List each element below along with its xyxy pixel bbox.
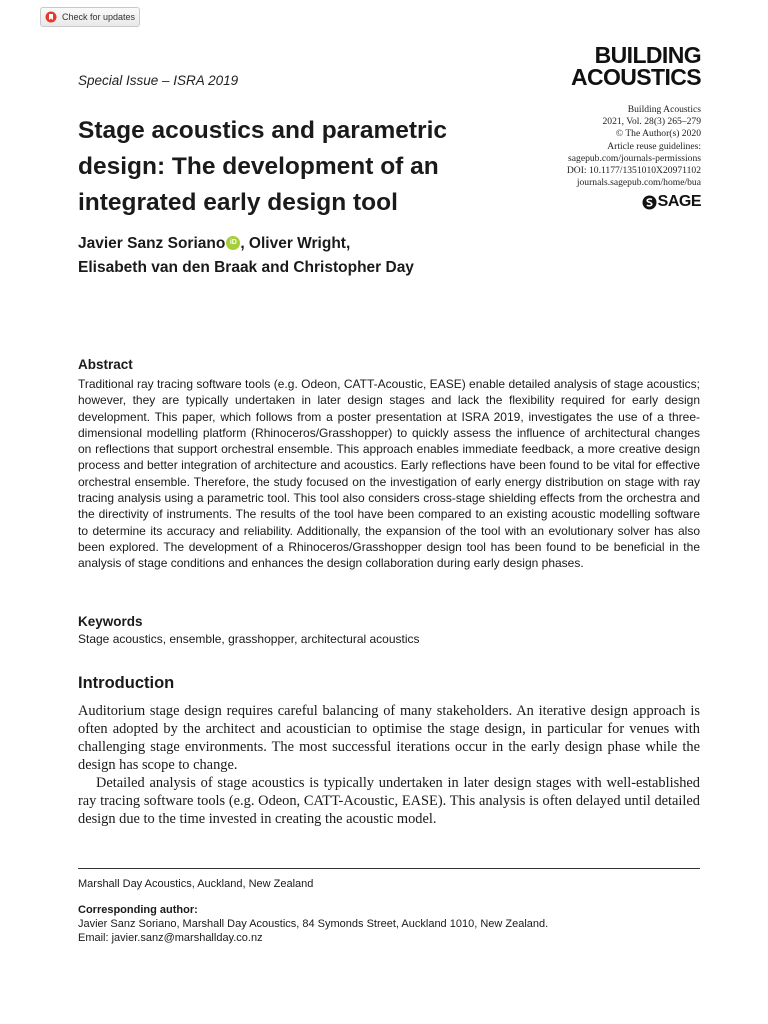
introduction-body [78, 702, 700, 828]
introduction-heading: Introduction [78, 674, 175, 692]
volume-info: 2021, Vol. 28(3) 265–279 [602, 116, 701, 128]
body-paragraph: Auditorium stage design requires careful balancing of many stakeholders. An iterative design approach is often adopted by the architect and acoustician to optimise the stage design, in particular for venues with challenging stage environments. The most successful iterations occur in the early design phase while the design has scope to change. [78, 703, 700, 773]
article-title: Stage acoustics and parametric design: The development of an integrated early design tool [78, 117, 448, 216]
journal-home-link[interactable]: journals.sagepub.com/home/bua [576, 177, 701, 189]
author-list [78, 232, 578, 280]
orcid-icon[interactable]: iD [226, 236, 240, 250]
author-name: , Oliver Wright, [240, 235, 351, 252]
sage-s-icon [642, 195, 657, 210]
affiliation: Marshall Day Acoustics, Auckland, New Zealand [78, 878, 314, 890]
keywords-heading: Keywords [78, 614, 143, 629]
bookmark-icon [45, 11, 57, 23]
keywords-text: Stage acoustics, ensemble, grasshopper, architectural acoustics [78, 632, 420, 646]
corresponding-email[interactable]: Email: javier.sanz@marshallday.co.nz [78, 932, 263, 944]
article-metadata [567, 104, 701, 189]
journal-logo-line: BUILDING [594, 42, 701, 68]
reuse-label: Article reuse guidelines: [607, 140, 701, 152]
permissions-link[interactable]: sagepub.com/journals-permissions [568, 152, 701, 164]
corresponding-author [78, 903, 548, 945]
journal-logo [571, 44, 701, 88]
publisher-name: SAGE [657, 193, 701, 210]
journal-name: Building Acoustics [627, 104, 701, 115]
author-name: Elisabeth van den Braak and Christopher Day [78, 259, 414, 276]
corresponding-label: Corresponding author: [78, 904, 198, 916]
doi[interactable]: DOI: 10.1177/1351010X20971102 [566, 165, 701, 177]
author-name: Javier Sanz Soriano [78, 235, 226, 252]
body-paragraph: Detailed analysis of stage acoustics is typically undertaken in later design stages with well-established ray tracing software tools (e.g. Odeon, CATT-Acoustic, EASE). This analysis is often delayed until detailed design due to the time invested in creating the acoustic model. [78, 775, 700, 827]
footnote-divider [78, 868, 700, 869]
special-issue-label: Special Issue – ISRA 2019 [78, 73, 239, 88]
publisher-logo [642, 193, 701, 211]
badge-label: Check for updates [62, 12, 136, 22]
copyright: © The Author(s) 2020 [615, 128, 701, 140]
journal-logo-line: ACOUSTICS [570, 64, 701, 90]
abstract-heading: Abstract [78, 357, 133, 372]
abstract-text: Traditional ray tracing software tools (e.g. Odeon, CATT-Acoustic, EASE) enable detailed analysis of stage acoustics; however, they are typically undertaken in later design stages and lack the flexibility required for early design development. This paper, which follows from a poster presentation at ISRA 2019, investigates the use of a three-dimensional modelling platform (Rhinoceros/Grasshopper) to quickly assess the influence of architectural changes on reflections that support orchestral ensemble. This approach enables immediate feedback, a more creative design process and better integration of architecture and acoustics. Early reflections have been found to be vital for effective orchestral ensemble. Therefore, the study focused on the investigation of early energy distribution on stage with ray tracing analysis using a parametric tool. This tool also considers cross-stage shielding effects from the orchestra and the directivity of instruments. The results of the tool have been compared to an existing acoustic modelling software to determine its accuracy and reliability. Additionally, the expansion of the tool with an evolutionary solver has also been explored. The development of a Rhinoceros/Grasshopper design tool has been found to be beneficial in the analysis of stage conditions and enhances the design collaboration during early design phases. [78, 377, 700, 571]
corresponding-address: Javier Sanz Soriano, Marshall Day Acoustics, 84 Symonds Street, Auckland 1010, New Zealand. [78, 918, 549, 930]
check-for-updates-badge[interactable] [40, 7, 140, 27]
